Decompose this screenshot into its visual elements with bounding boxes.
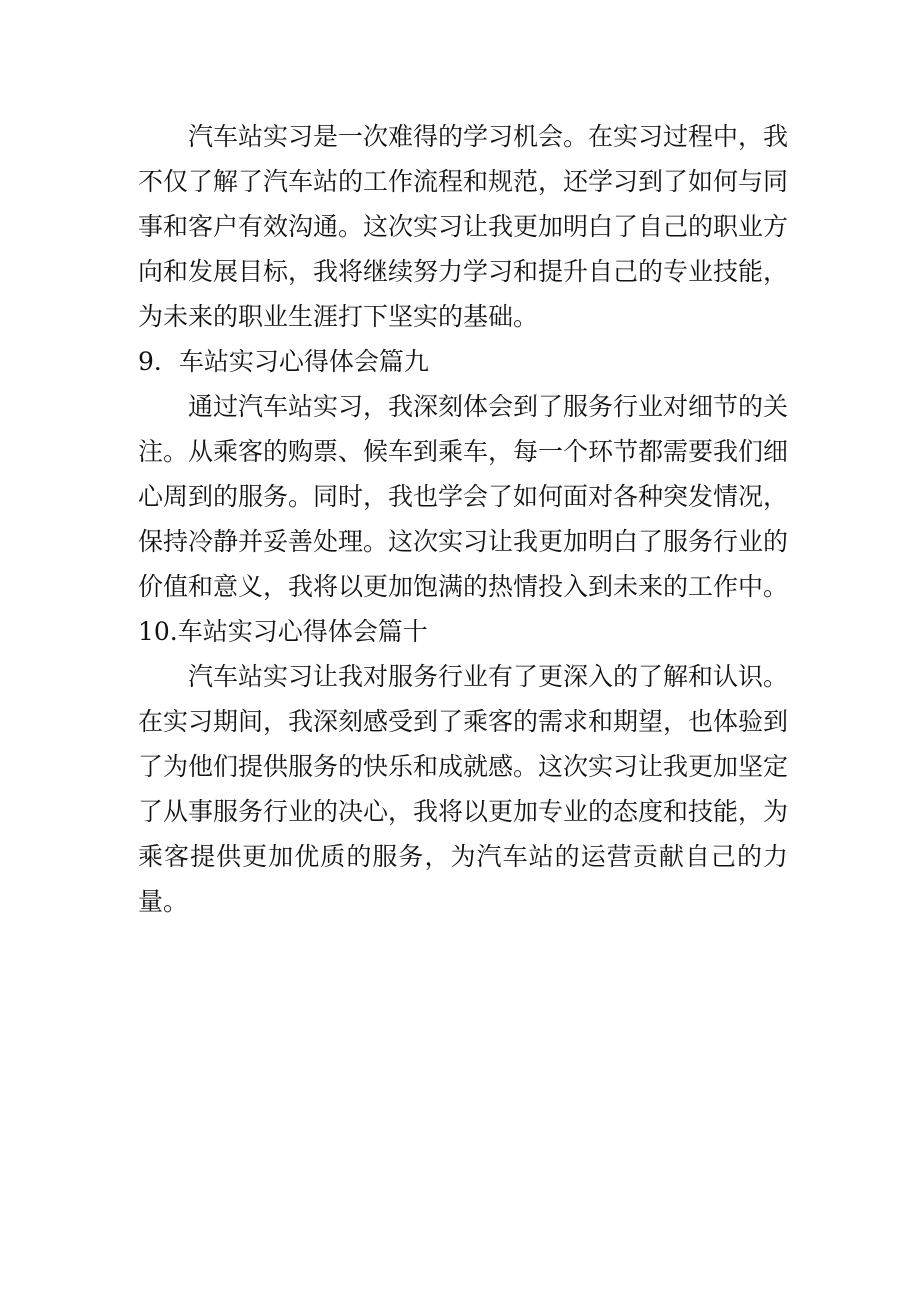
paragraph-internship-summary: 汽车站实习是一次难得的学习机会。在实习过程中，我不仅了解了汽车站的工作流程和规范，还学习到了如何与同事和客户有效沟通。这次实习让我更加明白了自己的职业方向和发展目标，我将继续努力学习和提升自己的专业技能，为未来的职业生涯打下坚实的基础。 <box>138 122 789 331</box>
section-heading-9: 9．车站实习心得体会篇九 <box>138 347 429 376</box>
paragraph-service-details: 通过汽车站实习，我深刻体会到了服务行业对细节的关注。从乘客的购票、候车到乘车，每一个环节都需要我们细心周到的服务。同时，我也学会了如何面对各种突发情况，保持冷静并妥善处理。这次实习让我更加明白了服务行业的价值和意义，我将以更加饱满的热情投入到未来的工作中。10.车站实习心得体会篇十 <box>138 392 789 646</box>
paragraph-service-understanding: 汽车站实习让我对服务行业有了更深入的了解和认识。在实习期间，我深刻感受到了乘客的需求和期望，也体验到了为他们提供服务的快乐和成就感。这次实习让我更加坚定了从事服务行业的决心，我将以更加专业的态度和技能，为乘客提供更加优质的服务，为汽车站的运营贡献自己的力量。 <box>138 662 789 916</box>
document-body <box>138 114 788 924</box>
